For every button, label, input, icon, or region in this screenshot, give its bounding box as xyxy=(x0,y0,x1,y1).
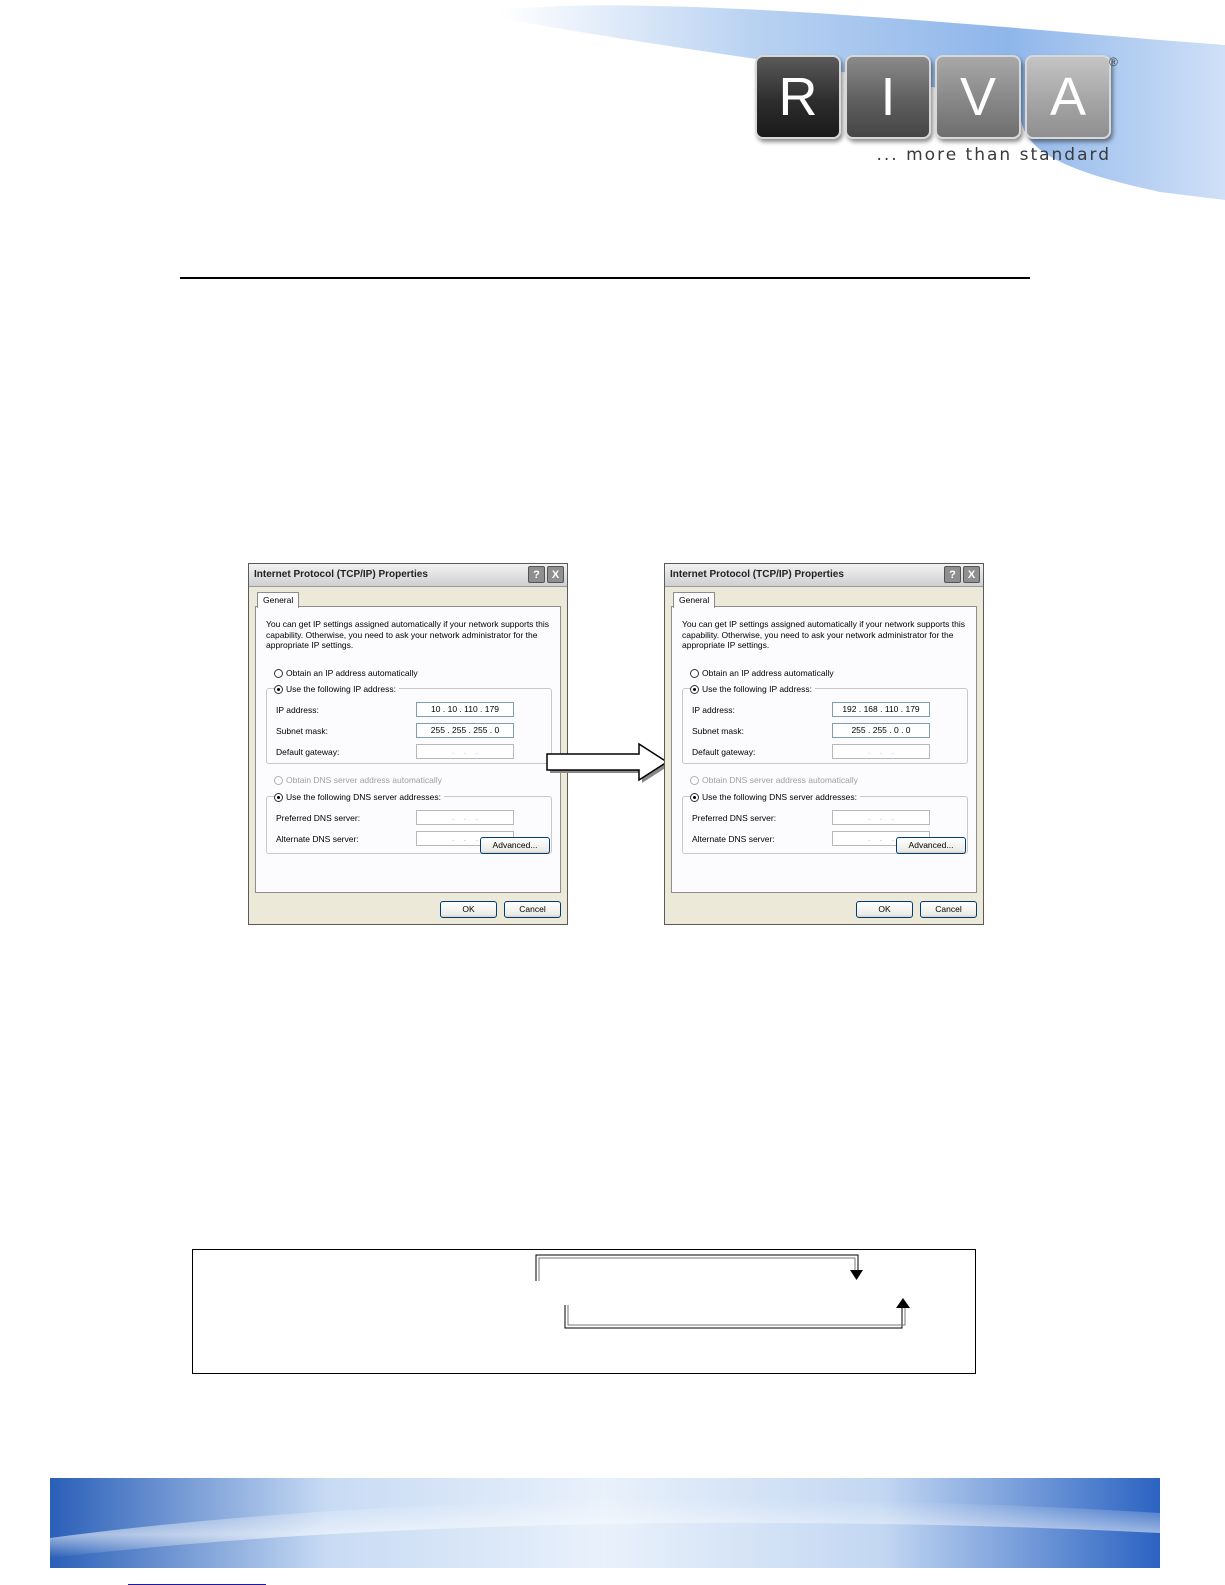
alternate-dns-label: Alternate DNS server: xyxy=(276,834,359,844)
subnet-mask-row xyxy=(276,723,546,739)
obtain-ip-radio[interactable] xyxy=(274,669,283,678)
use-ip-label: Use the following IP address: xyxy=(702,684,812,694)
obtain-ip-radio-row[interactable] xyxy=(274,668,421,678)
flow-arrows xyxy=(193,1250,977,1375)
ip-address-label: IP address: xyxy=(276,705,319,715)
tcpip-dialog-after xyxy=(664,563,984,925)
logo-letter-r: R xyxy=(755,55,841,139)
subnet-mask-label: Subnet mask: xyxy=(692,726,744,736)
flow-box xyxy=(192,1249,976,1374)
use-ip-radio-row[interactable] xyxy=(690,684,815,694)
default-gateway-row xyxy=(276,744,546,760)
registered-mark: ® xyxy=(1109,55,1118,69)
logo-letter-a: A xyxy=(1025,55,1111,139)
subnet-mask-field[interactable]: 255 . 255 . 255 . 0 xyxy=(416,723,514,738)
cancel-button[interactable]: Cancel xyxy=(504,901,561,918)
logo-tagline: ... more than standard xyxy=(876,145,1111,165)
cancel-button[interactable]: Cancel xyxy=(920,901,977,918)
close-button[interactable]: X xyxy=(963,566,980,583)
default-gateway-row xyxy=(692,744,962,760)
alternate-dns-label: Alternate DNS server: xyxy=(692,834,775,844)
intro-text: You can get IP settings assigned automatically if your network supports this capability. Otherwise, you need to ask your network administrator for the appropriate IP settings. xyxy=(682,619,966,650)
tcpip-dialog-before xyxy=(248,563,568,925)
default-gateway-label: Default gateway: xyxy=(692,747,756,757)
header-rule xyxy=(180,277,1030,279)
obtain-dns-radio[interactable] xyxy=(274,776,283,785)
preferred-dns-field[interactable]: . . . xyxy=(832,810,930,825)
use-dns-radio[interactable] xyxy=(274,793,283,802)
advanced-button[interactable]: Advanced... xyxy=(480,837,550,854)
dialog-title: Internet Protocol (TCP/IP) Properties xyxy=(670,569,844,580)
riva-logo xyxy=(755,55,1118,175)
default-gateway-label: Default gateway: xyxy=(276,747,340,757)
help-button[interactable]: ? xyxy=(528,566,545,583)
ip-address-row xyxy=(276,702,546,718)
default-gateway-field[interactable]: . . . xyxy=(416,744,514,759)
use-dns-radio-row[interactable] xyxy=(690,792,860,802)
obtain-dns-label: Obtain DNS server address automatically xyxy=(702,775,858,785)
tab-general[interactable]: General xyxy=(257,592,299,608)
footer-swoosh xyxy=(50,1478,1160,1568)
logo-letter-v: V xyxy=(935,55,1021,139)
close-button[interactable]: X xyxy=(547,566,564,583)
logo-letter-i: I xyxy=(845,55,931,139)
use-ip-radio[interactable] xyxy=(274,685,283,694)
use-dns-radio-row[interactable] xyxy=(274,792,444,802)
obtain-dns-radio-row[interactable] xyxy=(690,775,861,785)
arrow-up-icon xyxy=(896,1298,910,1308)
obtain-ip-label: Obtain an IP address automatically xyxy=(286,668,418,678)
dialog-titlebar xyxy=(249,564,567,587)
alternate-dns-field[interactable]: . . . xyxy=(416,831,514,846)
preferred-dns-row xyxy=(692,810,962,826)
intro-text: You can get IP settings assigned automatically if your network supports this capability. Otherwise, you need to ask your network administrator for the appropriate IP settings. xyxy=(266,619,550,650)
subnet-mask-field[interactable]: 255 . 255 . 0 . 0 xyxy=(832,723,930,738)
preferred-dns-label: Preferred DNS server: xyxy=(276,813,361,823)
ip-address-field[interactable]: 10 . 10 . 110 . 179 xyxy=(416,702,514,717)
alternate-dns-field[interactable]: . . . xyxy=(832,831,930,846)
use-dns-radio[interactable] xyxy=(690,793,699,802)
ok-button[interactable]: OK xyxy=(856,901,913,918)
obtain-dns-label: Obtain DNS server address automatically xyxy=(286,775,442,785)
right-arrow-icon xyxy=(543,740,673,784)
ip-address-field[interactable]: 192 . 168 . 110 . 179 xyxy=(832,702,930,717)
obtain-ip-radio-row[interactable] xyxy=(690,668,837,678)
default-gateway-field[interactable]: . . . xyxy=(832,744,930,759)
use-ip-radio-row[interactable] xyxy=(274,684,399,694)
ip-address-row xyxy=(692,702,962,718)
advanced-button[interactable]: Advanced... xyxy=(896,837,966,854)
obtain-ip-radio[interactable] xyxy=(690,669,699,678)
subnet-mask-label: Subnet mask: xyxy=(276,726,328,736)
use-dns-label: Use the following DNS server addresses: xyxy=(702,792,857,802)
obtain-ip-label: Obtain an IP address automatically xyxy=(702,668,834,678)
preferred-dns-label: Preferred DNS server: xyxy=(692,813,777,823)
arrow-down-icon xyxy=(850,1270,863,1280)
ok-button[interactable]: OK xyxy=(440,901,497,918)
help-button[interactable]: ? xyxy=(944,566,961,583)
subnet-mask-row xyxy=(692,723,962,739)
ip-address-label: IP address: xyxy=(692,705,735,715)
use-ip-label: Use the following IP address: xyxy=(286,684,396,694)
obtain-dns-radio-row[interactable] xyxy=(274,775,445,785)
preferred-dns-row xyxy=(276,810,546,826)
tab-general[interactable]: General xyxy=(673,592,715,608)
dialog-titlebar xyxy=(665,564,983,587)
dialog-title: Internet Protocol (TCP/IP) Properties xyxy=(254,569,428,580)
use-ip-radio[interactable] xyxy=(690,685,699,694)
obtain-dns-radio[interactable] xyxy=(690,776,699,785)
use-dns-label: Use the following DNS server addresses: xyxy=(286,792,441,802)
preferred-dns-field[interactable]: . . . xyxy=(416,810,514,825)
